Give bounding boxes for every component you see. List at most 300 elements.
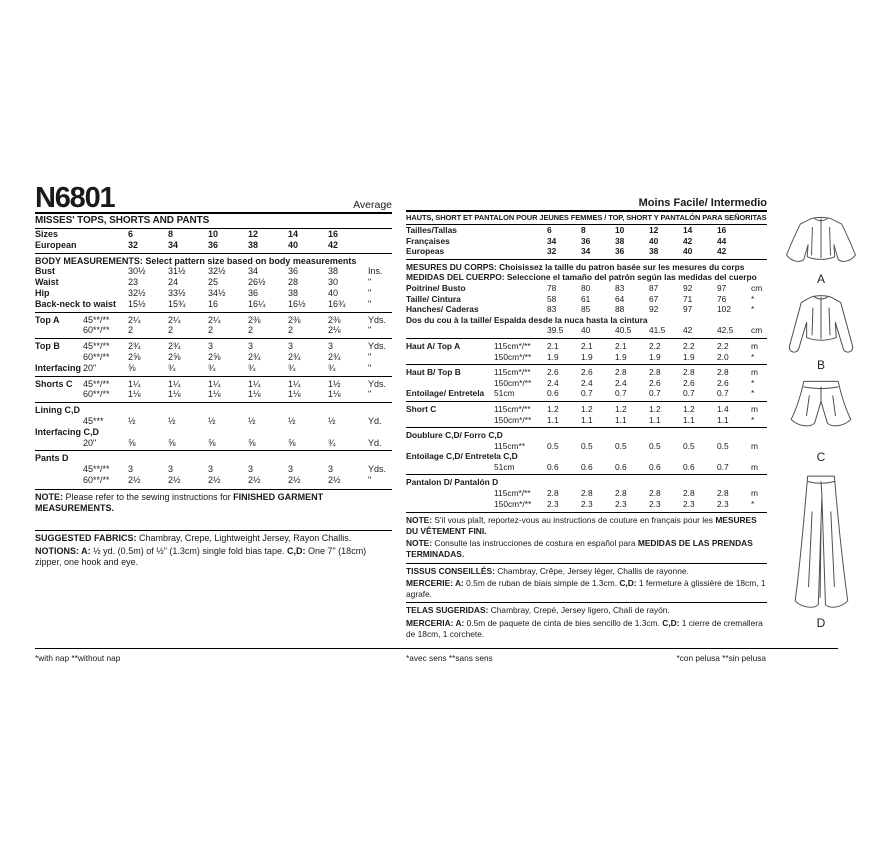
size-value: 2	[128, 325, 134, 336]
size-value: ⅝	[288, 437, 296, 448]
unit: m	[751, 488, 758, 499]
row-label: Shorts C	[35, 378, 73, 389]
note-es	[406, 538, 767, 559]
row-label: Sizes	[35, 229, 59, 239]
unit: "	[368, 351, 372, 362]
row-label: Hip	[35, 287, 50, 298]
table-row	[35, 266, 392, 277]
table-section-heading: Lining C,D	[35, 402, 392, 416]
size-value: 40	[649, 235, 659, 246]
table-row	[35, 338, 392, 352]
size-value: ¾	[248, 362, 256, 373]
yardage-table-en	[35, 312, 392, 486]
unit: m	[751, 340, 758, 351]
size-value: 2.3	[717, 498, 729, 509]
size-value: 64	[615, 293, 625, 304]
footnote-es: *con pelusa **sin pelusa	[676, 653, 766, 663]
fabric-width: 115cm*/**	[494, 403, 531, 414]
size-value: 16¾	[328, 298, 346, 309]
size-value: 2.8	[683, 367, 695, 378]
fabric-width: 51cm	[494, 461, 515, 472]
unit: "	[368, 362, 372, 373]
size-value: 0.7	[581, 388, 593, 399]
table-row	[406, 246, 767, 257]
size-value: 34	[168, 239, 179, 250]
fabric-width: 20"	[83, 437, 97, 448]
size-value: 3	[248, 464, 254, 475]
size-value: 2.8	[717, 488, 729, 499]
size-value: 26½	[248, 277, 266, 288]
unit: "	[368, 325, 372, 336]
row-label: Poitrine/ Busto	[406, 282, 466, 293]
size-value: 78	[547, 282, 557, 293]
table-row	[406, 364, 767, 378]
notions-label: NOTIONS: A:	[35, 545, 91, 556]
size-value: ½	[168, 415, 176, 426]
size-value: 28	[288, 277, 299, 288]
fabric-width: 115cm*/**	[494, 340, 531, 351]
size-value: 36	[248, 287, 259, 298]
size-value: 0.6	[649, 461, 661, 472]
size-value: 2.2	[717, 340, 729, 351]
sizes-table-en	[35, 229, 392, 251]
size-value: 87	[649, 282, 659, 293]
size-value: 2.3	[615, 498, 627, 509]
garment-view-b	[777, 290, 865, 372]
size-value: 15½	[128, 298, 146, 309]
size-value: 3	[208, 341, 214, 352]
table-section-heading: MESURES DU CORPS: Choisissez la taille du patron basée sur les mesures du corps	[406, 259, 767, 273]
fabric-width: 60**/**	[83, 325, 110, 336]
size-value: 58	[547, 293, 557, 304]
size-value: ⅝	[128, 362, 136, 373]
fabric-width: 60**/**	[83, 389, 110, 400]
size-value: 2¾	[128, 341, 141, 352]
size-value: 42.5	[717, 325, 734, 336]
size-value: 1.9	[547, 351, 559, 362]
size-value: 1¼	[168, 378, 181, 389]
size-value: 1⅛	[208, 389, 221, 400]
row-label: Back-neck to waist	[35, 298, 117, 309]
notions-text-1: ½ yd. (0.5m) of ½" (1.3cm) single fold bias tape.	[90, 545, 287, 556]
long-sleeve-top-illustration	[777, 290, 865, 360]
size-value: 2.1	[547, 340, 559, 351]
size-value: 32½	[128, 287, 146, 298]
size-value: 1.4	[717, 403, 729, 414]
size-value: 0.7	[717, 461, 729, 472]
size-value: 40	[328, 287, 339, 298]
footnote-intl	[406, 653, 766, 663]
size-value: 2¾	[248, 351, 261, 362]
size-value: 83	[547, 304, 557, 315]
size-value: 2⅜	[288, 314, 301, 325]
table-row	[35, 363, 392, 374]
size-value: 3	[208, 464, 214, 475]
size-value: 2⅛	[328, 325, 341, 336]
size-value: 36	[208, 239, 219, 250]
size-value: 1⅛	[168, 389, 181, 400]
size-value: 0.6	[683, 461, 695, 472]
size-value: 2⅝	[208, 351, 221, 362]
size-value: 16½	[288, 298, 306, 309]
size-value: 97	[683, 304, 693, 315]
size-value: 14	[683, 225, 693, 235]
size-value: 3	[168, 464, 174, 475]
unit: Yds.	[368, 341, 387, 352]
size-value: ⅝	[168, 437, 176, 448]
size-value: 32	[547, 246, 557, 257]
row-label: Tailles/Tallas	[406, 225, 457, 235]
row-label: European	[35, 239, 77, 250]
row-label: Entoilage/ Entretela	[406, 388, 485, 399]
table-row	[406, 294, 767, 305]
size-value: 34	[248, 266, 259, 277]
size-value: 85	[581, 304, 591, 315]
table-row	[406, 283, 767, 294]
size-value: 33½	[168, 287, 186, 298]
table-row	[35, 312, 392, 326]
fabric-width: 45**/**	[83, 314, 110, 325]
row-label: Europeas	[406, 246, 445, 257]
size-value: 2.4	[581, 377, 593, 388]
note-fr	[406, 512, 767, 536]
notions-cd-label: C,D:	[286, 545, 306, 556]
size-value: 0.6	[547, 388, 559, 399]
unit: cm	[751, 282, 763, 293]
unit: *	[751, 377, 755, 388]
difficulty-intl: Moins Facile/ Intermedio	[638, 197, 767, 209]
note-text: Please refer to the sewing instructions for	[63, 491, 234, 502]
tissus-label: TISSUS CONSEILLÉS:	[406, 565, 495, 576]
yardage-table-intl	[406, 338, 767, 509]
fabric-width: 150cm*/**	[494, 351, 532, 362]
size-value: 36	[581, 235, 591, 246]
size-value: 1¼	[128, 378, 141, 389]
garment-view-c	[779, 376, 863, 464]
size-value: ¾	[208, 362, 216, 373]
fabric-width: 45**/**	[83, 378, 110, 389]
size-value: 14	[288, 229, 299, 239]
size-value: 80	[581, 282, 591, 293]
fabric-width: 60**/**	[83, 474, 110, 485]
size-value: 0.5	[717, 440, 729, 451]
size-value: 2	[248, 325, 254, 336]
size-value: 1.2	[649, 403, 661, 414]
note-fr-label: NOTE:	[406, 515, 433, 526]
size-value: 2½	[128, 474, 141, 485]
table-row	[35, 325, 392, 336]
size-value: 34	[547, 235, 557, 246]
body-measurements-table-intl	[406, 259, 767, 336]
size-value: 2.8	[547, 488, 559, 499]
merceria-cd-label: C,D:	[662, 618, 680, 628]
table-row	[406, 499, 767, 510]
row-label: Bust	[35, 266, 55, 277]
table-section-heading: Entoilage C,D/ Entretela C,D	[406, 451, 518, 462]
size-value: 1.9	[649, 351, 661, 362]
size-value: 2.3	[649, 498, 661, 509]
unit: "	[368, 298, 372, 309]
size-value: 8	[581, 225, 586, 235]
telas-label: TELAS SUGERIDAS:	[406, 605, 489, 616]
mercerie-text-1: 0.5m de ruban de biais simple de 1.3cm.	[463, 578, 620, 589]
size-value: 0.7	[683, 388, 695, 399]
size-value: 97	[717, 282, 727, 293]
wide-leg-pants-illustration	[780, 468, 862, 618]
garment-view-d	[780, 468, 862, 630]
size-value: 1¼	[248, 378, 261, 389]
size-value: 10	[208, 229, 219, 239]
table-row	[35, 299, 392, 310]
size-value: 2½	[248, 474, 261, 485]
size-value: 2½	[168, 474, 181, 485]
table-row	[35, 288, 392, 299]
size-value: 2½	[328, 474, 341, 485]
sizes-table-intl	[406, 225, 767, 257]
fabric-width: 150cm*/**	[494, 377, 532, 388]
size-value: 31½	[168, 266, 186, 277]
row-label: Haut A/ Top A	[406, 340, 461, 351]
size-value: ½	[248, 415, 256, 426]
footnote-en: *with nap **without nap	[35, 653, 121, 663]
note-bold-text: FINISHED GARMENT MEASUREMENTS.	[35, 491, 324, 513]
size-value: ¾	[328, 362, 336, 373]
size-value: ½	[208, 415, 216, 426]
size-value: 24	[168, 277, 179, 288]
size-value: 1.1	[547, 414, 559, 425]
table-section-heading: Pants D	[35, 450, 392, 464]
size-value: 2.8	[717, 367, 729, 378]
table-row	[406, 441, 767, 452]
telas-sugeridas	[406, 602, 767, 616]
size-value: 3	[288, 341, 294, 352]
size-value: 42	[683, 235, 693, 246]
table-row	[406, 488, 767, 499]
fabric-width: 51cm	[494, 388, 515, 399]
size-value: 40	[288, 239, 299, 250]
fabric-width: 20"	[83, 362, 97, 373]
size-value: 32½	[208, 266, 226, 277]
size-value: 0.6	[581, 461, 593, 472]
english-column	[35, 182, 392, 568]
size-value: 0.5	[581, 440, 593, 451]
table-section-heading: Interfacing C,D	[35, 426, 100, 437]
size-value: 2.6	[717, 377, 729, 388]
size-value: 38	[328, 266, 339, 277]
unit: *	[751, 498, 755, 509]
size-value: 1.1	[581, 414, 593, 425]
size-value: 1.1	[615, 414, 627, 425]
size-value: 30	[328, 277, 339, 288]
table-section-heading: BODY MEASUREMENTS: Select pattern size based on body measurements	[35, 253, 392, 267]
notions-text-2: One 7" (18cm) zipper, one hook and eye.	[35, 545, 367, 567]
size-value: 1.9	[683, 351, 695, 362]
mercerie	[406, 578, 767, 599]
fabric-width: 150cm*/**	[494, 498, 532, 509]
unit: Yds.	[368, 378, 387, 389]
table-row	[35, 389, 392, 400]
unit: "	[368, 277, 372, 288]
unit: "	[368, 474, 372, 485]
size-value: 15¾	[168, 298, 186, 309]
row-label: Top B	[35, 341, 60, 352]
unit: Yd.	[368, 437, 382, 448]
size-value: 2¼	[208, 314, 221, 325]
garment-label-a: A	[816, 272, 825, 286]
unit: Ins.	[368, 266, 383, 277]
fabric-width: 115cm*/**	[494, 367, 531, 378]
size-value: 1¼	[288, 378, 301, 389]
flutter-sleeve-top-illustration	[777, 212, 865, 274]
table-row	[406, 225, 767, 236]
table-row	[35, 229, 392, 240]
size-value: 2.4	[615, 377, 627, 388]
size-value: 23	[128, 277, 139, 288]
size-value: 40	[683, 246, 693, 257]
size-value: 34	[581, 246, 591, 257]
size-value: 16	[717, 225, 727, 235]
row-label: Top A	[35, 314, 60, 325]
size-value: ¾	[288, 362, 296, 373]
size-value: 61	[581, 293, 591, 304]
size-value: 32	[128, 239, 139, 250]
fabric-width: 45***	[83, 415, 104, 426]
size-value: 0.5	[683, 440, 695, 451]
size-value: 2.8	[649, 488, 661, 499]
row-label: Waist	[35, 277, 59, 288]
table-row	[406, 401, 767, 415]
table-row	[406, 236, 767, 247]
size-value: 3	[328, 464, 334, 475]
size-value: 6	[547, 225, 552, 235]
size-value: 2½	[208, 474, 221, 485]
size-value: 40.5	[615, 325, 632, 336]
fabric-width: 45**/**	[83, 464, 110, 475]
unit: *	[751, 304, 755, 315]
size-value: 3	[328, 341, 334, 352]
unit: m	[751, 403, 758, 414]
table-row	[35, 376, 392, 390]
size-value: 41.5	[649, 325, 666, 336]
footnote-divider	[35, 648, 838, 649]
size-value: 0.7	[717, 388, 729, 399]
size-value: 2⅜	[328, 314, 341, 325]
row-label: Hanches/ Caderas	[406, 304, 479, 315]
size-value: 1½	[328, 378, 341, 389]
table-row	[35, 438, 392, 449]
size-value: 92	[649, 304, 659, 315]
size-value: 2½	[288, 474, 301, 485]
fabrics-text: Chambray, Crepe, Lightweight Jersey, Rayon Challis.	[136, 532, 352, 543]
size-value: 38	[615, 235, 625, 246]
size-value: 1⅛	[128, 389, 141, 400]
unit: *	[751, 293, 755, 304]
garment-label-b: B	[816, 358, 825, 372]
size-value: ½	[288, 415, 296, 426]
fabric-width: 115cm**	[494, 440, 526, 451]
size-value: 0.5	[649, 440, 661, 451]
size-value: 2.8	[649, 367, 661, 378]
size-value: 1.2	[547, 403, 559, 414]
size-value: 2¾	[328, 351, 341, 362]
size-value: 92	[683, 282, 693, 293]
size-value: 2.3	[683, 498, 695, 509]
size-value: 0.7	[649, 388, 661, 399]
size-value: 2.2	[649, 340, 661, 351]
size-value: 42	[683, 325, 693, 336]
size-value: 83	[615, 282, 625, 293]
international-column	[406, 185, 767, 639]
table-row	[406, 304, 767, 315]
size-value: 34½	[208, 287, 226, 298]
size-value: 67	[649, 293, 659, 304]
table-row	[35, 464, 392, 475]
size-value: 3	[128, 464, 134, 475]
size-value: 2.8	[615, 488, 627, 499]
size-value: 1.9	[581, 351, 593, 362]
unit: Yds.	[368, 464, 387, 475]
notions	[35, 546, 392, 568]
table-row	[35, 475, 392, 486]
size-value: 6	[128, 229, 134, 239]
garment-view-a	[777, 212, 865, 286]
mercerie-label: MERCERIE: A:	[406, 578, 464, 589]
size-value: 2.6	[683, 377, 695, 388]
unit: cm	[751, 325, 763, 336]
size-value: 8	[168, 229, 174, 239]
unit: Yd.	[368, 415, 382, 426]
table-row	[35, 352, 392, 363]
size-value: 2.8	[581, 488, 593, 499]
note-en	[35, 489, 392, 514]
size-value: 12	[649, 225, 659, 235]
size-value: 12	[248, 229, 259, 239]
table-row	[35, 277, 392, 288]
size-value: 2.6	[581, 367, 593, 378]
size-value: 1⅛	[248, 389, 261, 400]
suggested-fabrics	[35, 530, 392, 544]
size-value: 2	[288, 325, 294, 336]
size-value: 2¾	[288, 351, 301, 362]
size-value: 0.6	[547, 461, 559, 472]
note-es-label: NOTE:	[406, 538, 433, 549]
size-value: 2⅜	[248, 314, 261, 325]
size-value: 25	[208, 277, 219, 288]
title-en: MISSES' TOPS, SHORTS AND PANTS	[35, 214, 392, 229]
size-value: 1¼	[208, 378, 221, 389]
garment-label-d: D	[816, 616, 826, 630]
size-value: 2	[168, 325, 174, 336]
size-value: 1.1	[717, 414, 729, 425]
size-value: 2.2	[683, 340, 695, 351]
size-value: 0.5	[615, 440, 627, 451]
size-value: 2.1	[581, 340, 593, 351]
size-value: 38	[248, 239, 259, 250]
size-value: 42	[328, 239, 339, 250]
note-es-text: Consulte las instrucciones de costura en español para	[432, 538, 638, 549]
table-row	[406, 338, 767, 352]
size-value: 1.2	[581, 403, 593, 414]
size-value: 16	[208, 298, 219, 309]
size-value: 0.6	[615, 461, 627, 472]
mercerie-text-2: 1 fermeture à glissière de 18cm, 1 agrafe.	[406, 578, 766, 599]
row-label: Françaises	[406, 235, 450, 246]
size-value: 36	[615, 246, 625, 257]
table-row	[406, 388, 767, 399]
size-value: 2.6	[547, 367, 559, 378]
tissus-conseilles	[406, 563, 767, 577]
unit: "	[368, 389, 372, 400]
